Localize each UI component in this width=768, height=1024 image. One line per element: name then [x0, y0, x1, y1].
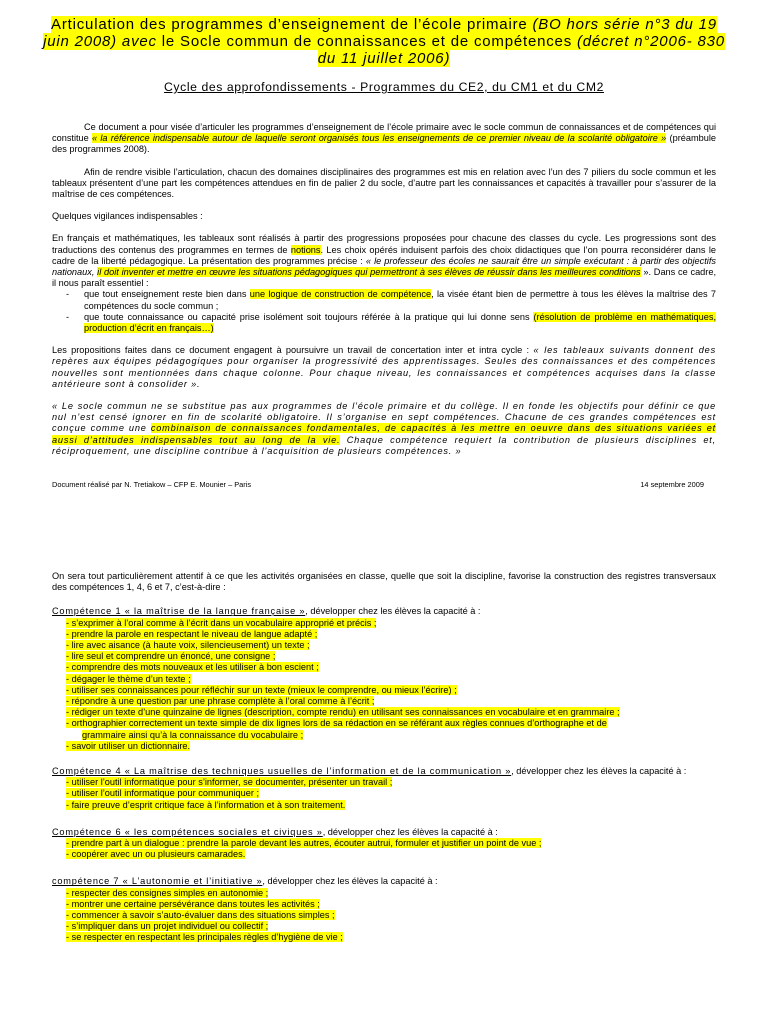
list-item — [52, 662, 716, 673]
list-item — [52, 838, 716, 849]
competence-1: Compétence 1 « la maîtrise de la langue française », développer chez les élèves la capacité à : - s’exprimer à l’oral comme à l’écrit dans un vocabulaire approprié et précis ; - prendre la parole en respectant le niveau de langue adapté ; - lire avec aisance (à haute voix, silencieusement) un texte ; - lire seul et comprendre un énoncé, une consigne ; - comprendre des mots nouveaux et les utiliser à bon escient ; - dégager le thème d’un texte ; - utiliser ses connaissances pour réfléchir sur un texte (mieux le comprendre, ou mieux l’écrire) ; - répondre à une question par une phrase complète à l’oral comme à l’écrit ; - rédiger un texte d’une quinzaine de lignes (description, compte rendu) en utilisant ses connaissances en vocabulaire et en grammaire ; - orthographier correctement un texte simple de dix lignes lors de sa rédaction en se référant aux règles connues d’orthographe et de grammaire ainsi qu’à la connaissance du vocabulaire ; - savoir utiliser un dictionnaire. — [52, 606, 716, 752]
list-item — [52, 910, 716, 921]
page-footer — [52, 480, 716, 489]
section2-intro: On sera tout particulièrement attentif à ce que les activités organisées en classe, quelle que soit la discipline, favorise la construction des registres transversaux des compétences 1, 4, 6 et 7, c’est-à-dire : — [52, 571, 716, 593]
competence-6: Compétence 6 « les compétences sociales et civiques », développer chez les élèves la capacité à : - prendre part à un dialogue : prendre la parole devant les autres, écouter autrui, formuler et justifier un point de vue ; - coopérer avec un ou plusieurs camarades. — [52, 827, 716, 861]
competence-7-title: compétence 7 « L’autonomie et l’initiative » — [52, 876, 263, 887]
list-item: - que toute connaissance ou capacité prise isolément soit toujours référée à la pratique qui lui donne sens (résolution de problème en mathématiques, production d’écrit en français…) — [66, 311, 716, 334]
competence-4-title: Compétence 4 « La maîtrise des techniques usuelles de l’information et de la communication » — [52, 766, 512, 777]
list-item — [52, 618, 716, 629]
list-item-text: - respecter des consignes simples en autonomie ; — [66, 887, 269, 898]
list-item: - que tout enseignement reste bien dans une logique de construction de compétence, la visée étant bien de permettre à tous les élèves la maîtrise des 7 compétences du socle commun ; — [66, 289, 716, 311]
list-item — [52, 849, 716, 860]
list-item — [52, 921, 716, 932]
quote-reference: « la référence indispensable autour de laquelle seront organisés tous les enseignements de ce premier niveau de la scolarité obligatoire » — [92, 133, 667, 144]
list-item-text: - utiliser ses connaissances pour réfléchir sur un texte (mieux le comprendre, ou mieux l’écrire) ; — [66, 684, 457, 695]
list-item — [52, 696, 716, 707]
competence-4-list — [52, 777, 716, 811]
intro-paragraph-6: « Le socle commun ne se substitue pas aux programmes de l’école primaire et du collège. Il en fonde les objectifs pour définir ce que nul n’est censé ignorer en fin de scolarité obligatoire. Il s’organise en sept compétences. Chacune de ces grandes compétences est conçue comme une combinaison de connaissances fondamentales, de capacités à les mettre en oeuvre dans des situations variées et aussi d’attitudes indispensables tout au long de la vie. Chaque compétence requiert la contribution de plusieurs disciplines et, réciproquement, une discipline contribue à l’acquisition de plusieurs compétences. » — [52, 401, 716, 456]
highlight-inventer: il doit inventer et mettre en œuvre les situations pédagogiques qui permettront à ses élèves de réussir dans les meilleures conditions — [97, 267, 641, 278]
list-item — [52, 800, 716, 811]
list-item-text: - comprendre des mots nouveaux et les utiliser à bon escient ; — [66, 662, 319, 673]
list-item — [52, 777, 716, 788]
document-title — [40, 16, 728, 67]
list-item-text: - coopérer avec un ou plusieurs camarades. — [66, 849, 246, 860]
competence-7: compétence 7 « L’autonomie et l’initiative », développer chez les élèves la capacité à : - respecter des consignes simples en autonomie ; - montrer une certaine persévérance dans toutes les activités ; - commencer à savoir s’auto-évaluer dans des situations simples ; - s’impliquer dans un projet individuel ou collectif ; - se respecter en respectant les principales règles d’hygiène de vie ; — [52, 876, 716, 943]
list-item-text: - prendre la parole en respectant le niveau de langue adapté ; — [66, 628, 318, 639]
list-item — [52, 788, 716, 799]
list-item-text: - faire preuve d’esprit critique face à l’information et à son traitement. — [66, 799, 346, 810]
list-item — [52, 741, 716, 752]
competence-7-list — [52, 888, 716, 944]
competence-4: Compétence 4 « La maîtrise des techniques usuelles de l’information et de la communication », développer chez les élèves la capacité à : - utiliser l’outil informatique pour s’informer, se documenter, présenter un travail ; - utiliser l’outil informatique pour communiquer ; - faire preuve d’esprit critique face à l’information et à son traitement. — [52, 766, 716, 811]
competence-6-list — [52, 838, 716, 860]
list-item-text: grammaire ainsi qu’à la connaissance du vocabulaire ; — [82, 729, 304, 740]
competence-1-list — [52, 618, 716, 752]
intro-paragraph-2: Afin de rendre visible l’articulation, chacun des domaines disciplinaires des programmes est mis en relation avec l’un des 7 piliers du socle commun et les tableaux présentent d’une part les compétences attendues en fin de palier 2 du socle, d’autre part les connaissances et capacités à travailler pour s’assurer de la maîtrise de ces compétences. — [52, 166, 716, 200]
list-item-text: - s’exprimer à l’oral comme à l’écrit dans un vocabulaire approprié et précis ; — [66, 617, 377, 628]
list-item-text: - lire seul et comprendre un énoncé, une consigne ; — [66, 651, 276, 662]
title-part-d: (décret n°2006- 830 du 11 juillet 2006) — [317, 33, 725, 67]
document-subtitle: Cycle des approfondissements - Programmes du CE2, du CM1 et du CM2 — [164, 80, 604, 94]
list-item-text: - répondre à une question par une phrase complète à l’oral comme à l’écrit ; — [66, 696, 375, 707]
list-item — [52, 899, 716, 910]
highlight-combinaison: combinaison de connaissances fondamentales, de capacités à les mettre en oeuvre dans des situations variées et aussi d’attitudes indispensables tout au long de la vie. — [52, 423, 716, 445]
intro-section — [52, 122, 716, 457]
list-item-text: - orthographier correctement un texte simple de dix lignes lors de sa rédaction en se référant aux règles connues d’orthographe et de — [66, 718, 607, 729]
list-item — [52, 718, 716, 729]
vigilance-list — [52, 289, 716, 334]
intro-paragraph-3: Quelques vigilances indispensables : — [52, 211, 203, 222]
list-item — [52, 651, 716, 662]
list-item — [52, 629, 716, 640]
list-item-text: - se respecter en respectant les principales règles d’hygiène de vie ; — [66, 932, 343, 943]
competence-1-title: Compétence 1 « la maîtrise de la langue française » — [52, 606, 306, 617]
list-item-text: - lire avec aisance (à haute voix, silencieusement) un texte ; — [66, 640, 310, 651]
list-item-text: - utiliser l’outil informatique pour communiquer ; — [66, 788, 260, 799]
list-item — [52, 707, 716, 718]
list-item — [52, 640, 716, 651]
list-item-text: - utiliser l’outil informatique pour s’informer, se documenter, présenter un travail ; — [66, 777, 393, 788]
list-item-text: - s’impliquer dans un projet individuel ou collectif ; — [66, 921, 269, 932]
footer-author: Document réalisé par N. Tretiakow – CFP E. Mounier – Paris — [52, 480, 252, 489]
list-item-text: - dégager le thème d’un texte ; — [66, 673, 191, 684]
list-item-text: - savoir utiliser un dictionnaire. — [66, 740, 191, 751]
title-part-c: le Socle commun de connaissances et de compétences — [156, 33, 577, 50]
highlight-notions: notions — [290, 244, 321, 255]
list-item — [52, 730, 716, 741]
intro-paragraph-4: En français et mathématiques, les tableaux sont réalisés à partir des progressions proposées pour chacune des classes du cycle. Les progressions sont des traductions des contenus des programmes en termes de notions. Les choix opérés induisent parfois des choix didactiques que l’on pourra reconsidérer dans le cadre de la liberté pédagogique. La présentation des programmes précise : « le professeur des écoles ne saurait être un simple exécutant : à partir des objectifs nationaux, il doit inventer et mettre en œuvre les situations pédagogiques qui permettront à ses élèves de réussir dans les meilleures conditions ». Dans ce cadre, il nous paraît essentiel : — [52, 233, 717, 289]
list-item-text: - rédiger un texte d’une quinzaine de lignes (description, compte rendu) en utilisant ses connaissances en vocabulaire et en grammaire ; — [66, 707, 620, 718]
intro-paragraph-5: Les propositions faites dans ce document engagent à poursuivre un travail de concertation inter et intra cycle : « les tableaux suivants donnent des repères aux équipes pédagogiques pour organiser la progressivité des apprentissages. Seules des connaissances et des compétences nouvelles sont mentionnées dans chaque colonne. Pour chaque niveau, les connaissances et compétences acquises dans la classe antérieure sont à consolider ». — [52, 345, 716, 389]
list-item — [52, 932, 716, 943]
list-item — [52, 685, 716, 696]
list-item-text: - commencer à savoir s’auto-évaluer dans des situations simples ; — [66, 910, 335, 921]
title-part-a: Articulation des programmes d’enseignement de l’école primaire — [51, 16, 533, 33]
title-part-b: (BO hors série n°3 du 19 juin 2008) avec — [43, 16, 717, 50]
footer-date: 14 septembre 2009 — [640, 480, 704, 489]
list-item — [52, 674, 716, 685]
competences-section — [52, 571, 716, 944]
list-item — [52, 888, 716, 899]
list-item-text: - prendre part à un dialogue : prendre la parole devant les autres, écouter autrui, formuler et justifier un point de vue ; — [66, 838, 542, 849]
competence-6-title: Compétence 6 « les compétences sociales et civiques » — [52, 826, 323, 837]
intro-paragraph-1: Ce document a pour visée d’articuler les programmes d’enseignement de l’école primaire avec le socle commun de connaissances et de compétences qui constitue « la référence indispensable autour de laquelle seront organisés tous les enseignements de ce premier niveau de la scolarité obligatoire » (préambule des programmes 2008). — [52, 122, 717, 155]
list-item-text: - montrer une certaine persévérance dans toutes les activités ; — [66, 898, 320, 909]
